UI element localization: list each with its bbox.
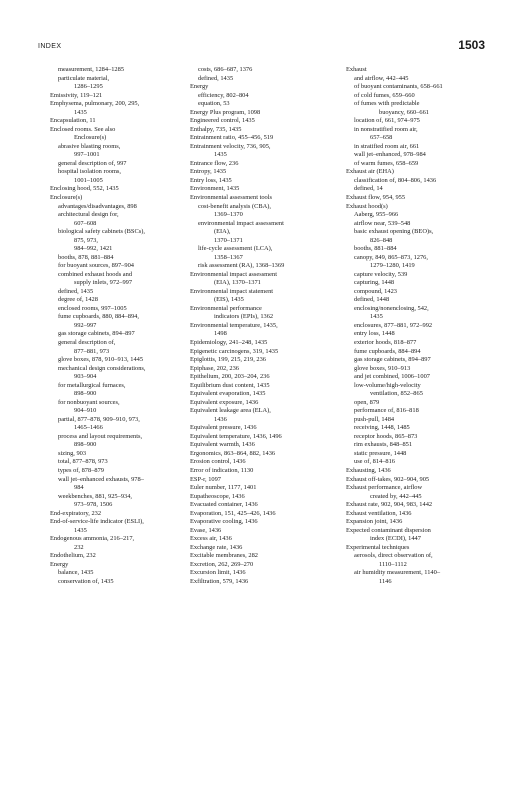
index-subentry: 1358–1367 (214, 253, 243, 261)
index-subentry: Aaberg, 955–966 (354, 211, 399, 219)
index-subentry: architectural design for, (58, 211, 119, 219)
index-subentry: combined exhaust hoods and (58, 270, 133, 278)
index-subentry: in stratified room air, 661 (354, 142, 420, 150)
index-subentry: ventilation, 852–865 (370, 390, 423, 398)
index-subentry: 1146 (379, 577, 392, 585)
index-entry: Engineered control, 1435 (190, 117, 255, 125)
index-entry: Experimental techniques (346, 543, 410, 551)
index-subentry: 898–900 (74, 441, 97, 449)
index-entry: Evaporative cooling, 1436 (190, 518, 258, 526)
index-subentry: hospital isolation rooms, (58, 168, 122, 176)
index-subentry: 657–658 (370, 134, 393, 142)
page-header (38, 40, 485, 56)
index-entry: Epigenetic carcinogens, 319, 1435 (190, 347, 279, 355)
index-entry: Ergonomics, 863–864, 882, 1436 (190, 449, 276, 457)
index-subentry: receiving, 1448, 1485 (354, 424, 410, 432)
index-subentry: open, 879 (354, 398, 380, 406)
index-subentry: weekbenches, 881, 925–934, (58, 492, 133, 500)
index-subentry: 1435 (214, 151, 227, 159)
index-subentry: partial, 877–878, 909–910, 973, (58, 415, 140, 423)
index-subentry: particulate material, (58, 74, 110, 82)
index-entry: Expansion joint, 1436 (346, 518, 403, 526)
index-entry: Entrance flow, 236 (190, 159, 239, 167)
index-entry: ESP-r, 1097 (190, 475, 221, 483)
index-entry: Exhaust performance, airflow (346, 484, 423, 492)
index-subentry: costs, 686–687, 1376 (198, 66, 253, 73)
index-subentry: of buoyant contaminants, 658–661 (354, 83, 443, 91)
index-entry: Environmental impact statement (190, 287, 274, 295)
index-subentry: entry loss, 1448 (354, 330, 395, 338)
index-entry: Erosion control, 1436 (190, 458, 246, 466)
index-subentry: (EIA), 1370–1371 (214, 279, 261, 287)
index-entry: Enclosure(s) (50, 193, 83, 201)
index-subentry: equation, 53 (198, 100, 230, 108)
index-subentry: air humidity measurement, 1140– (354, 569, 441, 577)
index-subentry: classification of, 804–806, 1436 (354, 176, 437, 184)
index-subentry: environmental impact assessment (198, 219, 284, 227)
index-entry: Exhaust ventilation, 1436 (346, 509, 412, 517)
index-subentry: process and layout requirements, (58, 432, 143, 440)
index-entry: Energy (50, 560, 69, 568)
index-entry: Exhaust (346, 66, 367, 73)
index-subentry: canopy, 849, 865–873, 1276, (354, 253, 428, 261)
index-entry: End-of-service-life indicator (ESLI), (50, 518, 144, 526)
index-entry: Enclosed rooms. See also (50, 125, 116, 133)
index-subentry: and airflow, 442–445 (354, 74, 409, 82)
index-subentry: 1435 (370, 313, 383, 321)
index-entry: Evase, 1436 (190, 526, 222, 534)
index-subentry: 1110–1112 (379, 560, 407, 568)
index-subentry: of warm fumes, 658–659 (354, 159, 419, 167)
index-subentry: biological safety cabinets (BSCs), (58, 228, 145, 236)
index-subentry: 232 (74, 543, 84, 551)
index-subentry: types of, 878–879 (58, 466, 104, 474)
page-number: 1503 (458, 38, 485, 52)
index-entry: Enclosing hood, 552, 1435 (50, 185, 119, 193)
index-subentry: 992–997 (74, 321, 97, 329)
index-subentry: enclosed rooms, 997–1005 (58, 304, 127, 312)
index-entry: Equivalent exposure, 1436 (190, 398, 259, 406)
index-subentry: use of, 814–816 (354, 458, 396, 466)
index-entry: Equivalent temperature, 1436, 1496 (190, 432, 282, 440)
index-entry: Emissivity, 119–121 (50, 91, 103, 99)
index-entry: Environmental impact assessment (190, 270, 277, 278)
index-subentry: index (ECDI), 1447 (370, 535, 421, 543)
index-entry: Eupatheoscope, 1436 (190, 492, 245, 500)
index-subentry: aerosols, direct observation of, (354, 552, 433, 560)
index-subentry: 1435 (74, 108, 87, 116)
index-entry: Exhaust rate, 902, 904, 983, 1442 (346, 501, 433, 509)
index-subentry: 1001–1005 (74, 176, 103, 184)
index-entry: Epidemiology, 241–248, 1435 (190, 339, 268, 346)
index-entry: Evaporation, 151, 425–426, 1436 (190, 509, 276, 517)
index-subentry: 973–978, 1506 (74, 501, 113, 509)
index-subentry: created by, 442–445 (370, 492, 422, 500)
index-subentry: 1465–1466 (74, 424, 103, 432)
index-subentry: 1279–1280, 1419 (370, 262, 415, 270)
index-subentry: 997–1001 (74, 151, 100, 159)
index-subentry: location of, 661, 974–975 (354, 117, 420, 125)
index-entry: Emphysema, pulmonary, 200, 295, (50, 100, 140, 108)
index-subentry: wall jet–enhanced exhausts, 978– (58, 475, 144, 483)
index-subentry: 826–848 (370, 236, 393, 244)
index-subentry: defined, 1435 (198, 74, 234, 82)
index-subentry: in nonstratified room air, (354, 125, 418, 133)
index-entry: Expected contaminant dispersion (346, 526, 431, 534)
index-subentry: life-cycle assessment (LCA), (198, 245, 273, 253)
index-subentry: glove boxes, 878, 910–913, 1445 (58, 356, 144, 364)
index-entry: Evacuated container, 1436 (190, 501, 258, 509)
index-entry: Endothelium, 232 (50, 552, 96, 560)
index-entry: Exhaust hood(s) (346, 202, 388, 210)
index-subentry: of fumes with predictable (354, 100, 420, 108)
index-subentry: 903–904 (74, 373, 97, 381)
index-entry: Encapsulation, 11 (50, 117, 96, 125)
index-subentry: enclosing/nonenclosing, 542, (354, 304, 429, 312)
index-subentry: degree of, 1428 (58, 296, 98, 304)
index-subentry: 1369–1370 (214, 211, 243, 219)
index-entry: Epiglottis, 199, 215, 219, 236 (190, 356, 266, 364)
index-subentry: advantages/disadvantages, 898 (58, 202, 137, 210)
index-subentry: 607–608 (74, 219, 97, 227)
index-subentry: booths, 881–884 (354, 245, 397, 253)
index-subentry: 904–910 (74, 407, 97, 415)
index-columns (36, 66, 487, 786)
index-subentry: 1435 (74, 526, 87, 534)
index-entry: Endogenous ammonia, 216–217, (50, 535, 135, 543)
index-subentry: (EIS), 1435 (214, 296, 244, 304)
index-entry: Exhaust air (EHA) (346, 168, 394, 176)
index-subentry: exterior hoods, 818–877 (354, 339, 417, 346)
index-subentry: 1436 (214, 415, 227, 423)
index-subentry: push-pull, 1484 (354, 415, 395, 423)
index-subentry: low-volume/high-velocity (354, 381, 421, 389)
index-subentry: wall jet–enhanced, 978–984 (354, 151, 426, 159)
index-subentry: 1498 (214, 330, 227, 338)
index-entry: Equilibrium dust content, 1435 (190, 381, 270, 389)
index-subentry: and jet combined, 1006–1007 (354, 373, 430, 381)
index-entry: End-expiratory, 232 (50, 509, 102, 517)
index-subentry: general description of, 997 (58, 159, 127, 167)
running-head: INDEX (38, 43, 62, 50)
index-entry: Energy Plus program, 1098 (190, 108, 261, 116)
index-entry: Epithelium, 200, 203–204, 236 (190, 373, 270, 381)
index-subentry: receptor hoods, 865–873 (354, 432, 418, 440)
index-subentry: efficiency, 802–804 (198, 91, 249, 99)
index-subentry: gas storage cabinets, 894–897 (354, 356, 431, 364)
index-entry: Exhaust off-takes, 902–904, 905 (346, 475, 430, 483)
index-entry: Exchange rate, 1436 (190, 543, 243, 551)
index-subentry: for buoyant sources, 897–904 (58, 262, 134, 270)
index-entry: Exhaust flow, 954, 955 (346, 193, 406, 201)
index-subentry: defined, 14 (354, 185, 383, 193)
index-subentry: 1370–1371 (214, 236, 243, 244)
index-subentry: defined, 1435 (58, 287, 94, 295)
index-subentry: fume cupboards, 884–894 (354, 347, 421, 355)
index-entry: Equivalent warmth, 1436 (190, 441, 255, 449)
index-subentry: of cold fumes, 659–660 (354, 91, 415, 99)
index-subentry: sizing, 903 (58, 449, 87, 457)
index-entry: Entrainment ratio, 455–456, 519 (190, 134, 274, 142)
index-column-2 (186, 66, 336, 786)
index-subentry: 984 (74, 484, 84, 492)
index-entry: Entropy, 1435 (190, 168, 227, 176)
index-subentry: airflow near, 539–548 (354, 219, 411, 227)
index-subentry: glove boxes, 910–913 (354, 364, 411, 372)
index-subentry: basic exhaust opening (BEO)s, (354, 228, 434, 236)
index-entry: Environmental performance (190, 304, 262, 312)
index-subentry: Enclosure(s) (74, 134, 107, 142)
index-subentry: total, 877–878, 973 (58, 458, 108, 466)
index-subentry: enclosures, 877–881, 972–992 (354, 321, 433, 329)
index-entry: Excess air, 1436 (190, 535, 232, 543)
index-subentry: buoyancy, 660–661 (379, 108, 429, 116)
index-entry: Equivalent pressure, 1436 (190, 424, 257, 432)
index-subentry: balance, 1435 (58, 569, 94, 577)
index-entry: Entrainment velocity, 736, 905, (190, 142, 271, 150)
index-subentry: mechanical design considerations, (58, 364, 146, 372)
index-entry: Exfiltration, 579, 1436 (190, 577, 249, 585)
index-subentry: abrasive blasting rooms, (58, 142, 121, 150)
index-subentry: gas storage cabinets, 894–897 (58, 330, 135, 338)
index-subentry: conservation of, 1435 (58, 577, 114, 585)
index-entry: Energy (190, 83, 209, 91)
index-subentry: supply inlets, 972–997 (74, 279, 133, 287)
index-subentry: indicators (EPIs), 1362 (214, 313, 274, 321)
index-subentry: performance of, 816–818 (354, 407, 419, 415)
index-subentry: capturing, 1448 (354, 279, 395, 287)
index-subentry: 898–900 (74, 390, 97, 398)
index-subentry: cost-benefit analysis (CBA), (198, 202, 271, 210)
index-entry: Excitable membranes, 282 (190, 552, 258, 560)
index-entry: Epiphase, 202, 236 (190, 364, 239, 372)
index-subentry: for nonbuoyant sources, (58, 398, 120, 406)
index-column-3 (336, 66, 487, 786)
index-subentry: measurement, 1284–1285 (58, 66, 125, 73)
index-subentry: compound, 1423 (354, 287, 397, 295)
index-subentry: 875, 973, (74, 236, 98, 244)
index-entry: Excursion limit, 1436 (190, 569, 246, 577)
index-subentry: for metallurgical furnaces, (58, 381, 126, 389)
index-entry: Environmental temperature, 1435, (190, 321, 278, 329)
index-subentry: booths, 878, 881–884 (58, 253, 114, 261)
index-subentry: fume cupboards, 880, 884–894, (58, 313, 139, 321)
index-subentry: (EIA), (214, 228, 231, 236)
index-entry: Euler number, 1177, 1401 (190, 484, 257, 492)
index-subentry: 877–881, 973 (74, 347, 110, 355)
index-column-1 (36, 66, 186, 786)
index-entry: Excretion, 262, 269–270 (190, 560, 254, 568)
index-entry: Enthalpy, 735, 1435 (190, 125, 242, 133)
index-entry: Equivalent evaporation, 1435 (190, 390, 266, 398)
index-entry: Environment, 1435 (190, 185, 240, 193)
index-entry: Environmental assessment tools (190, 193, 273, 201)
index-subentry: capture velocity, 539 (354, 270, 408, 278)
index-entry: Exhausting, 1436 (346, 466, 391, 474)
index-subentry: defined, 1448 (354, 296, 390, 304)
index-entry: Equivalent leakage area (ELA), (190, 407, 271, 415)
index-subentry: 1286–1295 (74, 83, 103, 91)
index-subentry: static pressure, 1448 (354, 449, 407, 457)
index-subentry: risk assessment (RA), 1368–1369 (198, 262, 285, 270)
index-subentry: rim exhausts, 848–851 (354, 441, 413, 449)
index-subentry: general description of, (58, 339, 116, 346)
index-subentry: 984–992, 1421 (74, 245, 113, 253)
index-entry: Error of indication, 1130 (190, 466, 254, 474)
index-entry: Entry loss, 1435 (190, 176, 232, 184)
